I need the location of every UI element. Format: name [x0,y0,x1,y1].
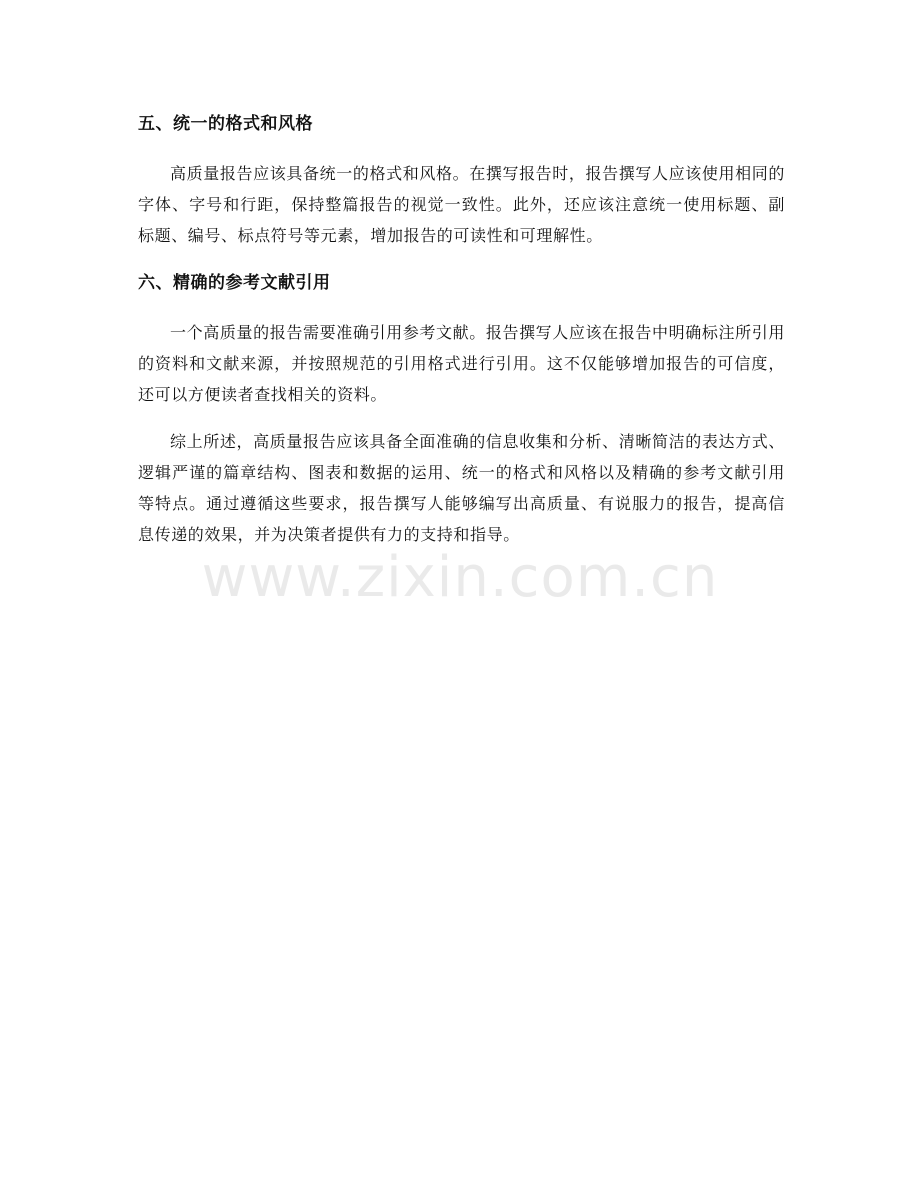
watermark: www.zixin.com.cn [201,545,719,610]
conclusion-paragraph: 综上所述，高质量报告应该具备全面准确的信息收集和分析、清晰简洁的表达方式、逻辑严谨的篇章结构、图表和数据的运用、统一的格式和风格以及精确的参考文献引用等特点。通过遵循这些要求，报告撰写人能够编写出高质量、有说服力的报告，提高信息传递的效果，并为决策者提供有力的支持和指导。 [138,432,785,544]
section-paragraph-references: 一个高质量的报告需要准确引用参考文献。报告撰写人应该在报告中明确标注所引用的资料和文献来源，并按照规范的引用格式进行引用。这不仅能够增加报告的可信度，还可以方便读者查找相关的资料。 [138,323,785,404]
section-heading-references: 六、精确的参考文献引用 [138,273,331,293]
section-paragraph-format-style: 高质量报告应该具备统一的格式和风格。在撰写报告时，报告撰写人应该使用相同的字体、字号和行距，保持整篇报告的视觉一致性。此外，还应该注意统一使用标题、副标题、编号、标点符号等元素，增加报告的可读性和可理解性。 [138,164,785,245]
section-heading-format-style: 五、统一的格式和风格 [138,114,313,134]
